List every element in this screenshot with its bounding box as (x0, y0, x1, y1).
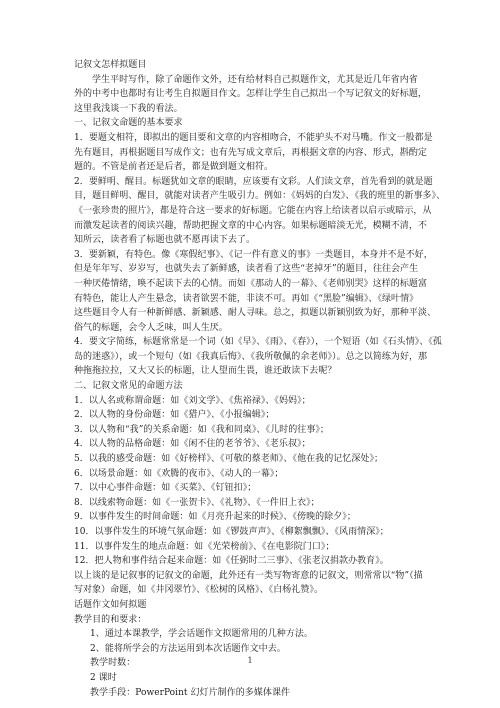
section2-summary-line: 以上谈的是记叙事的记叙文的命题，此外还有一类写物寄意的记叙文，则常常以“物”（描 (74, 570, 423, 581)
section1-line: 知所云，读者看了标题也就不愿再读下去了。 (74, 235, 256, 246)
method-item: 8．以线索物命题：如《一张贺卡》、《礼物》、《一件旧上衣》； (74, 497, 320, 508)
section1-line: 3．要新颖，有特色。像《寒假纪事》、《记一件有意义的事》一类题目，本身并不是不好， (74, 249, 433, 260)
lesson-hours-value: 2 课时 (90, 672, 117, 683)
section2-heading: 二、记叙文常见的命题方法 (74, 381, 183, 392)
method-item: 5．以我的感受命题：如《好榜样》、《可敬的蔡老师》、《他在我的记忆深处》； (74, 454, 384, 465)
method-item: 6．以场景命题：如《欢腾的夜市》、《动人的一幕》； (74, 468, 284, 479)
lesson-hours-label: 教学时数： (90, 658, 136, 669)
method-item: 11．以事件发生的地点命题：如《光荣榜前》、《在电影院门口》； (74, 541, 335, 552)
section1-line: 题的。不管是前者还是后者，都是做到题文相符。 (74, 162, 274, 173)
section1-line: 4．要文字简练，标题常常是一个词（如《早》、《雨》、《春》），一个短语（如《石头情》、《孤 (74, 337, 442, 348)
section1-line: 而激发起读者的阅读兴趣，帮助把握文章的中心内容。如果标题暗淡无光，模糊不清，不 (74, 220, 427, 231)
section1-line: 岛的迷惑》），或一个短句（如《我真后悔》、《我所敬佩的余老师》）。总之以简练为好，那 (74, 351, 428, 362)
lesson-heading: 话题作文如何拟题 (74, 599, 147, 610)
lesson-means: 教学手段：PowerPoint 幻灯片制作的多媒体课件 (90, 687, 291, 698)
section1-line: 有特色，能让人产生悬念，读者欲罢不能，非读不可。再如《“黑脸”编辑》、《绿叶情》 (74, 293, 419, 304)
lesson-goal-item: 1、通过本课教学，学会话题作文拟题常用的几种方法。 (90, 629, 313, 640)
method-item: 1．以人名或称谓命题：如《刘文学》、《焦裕禄》、《妈妈》； (74, 395, 311, 406)
method-item: 3．以人物和“我”的关系命题：如《我和同桌》、《儿时的往事》； (74, 424, 329, 435)
intro-line: 学生平时写作，除了命题作文外，还有给材料自己拟题作文，尤其是近几年省内省 (92, 74, 418, 85)
section1-line: 2．要鲜明、醒目。标题犹如文章的眼睛，应该要有文彩。人们读文章，首先看到的就是题 (74, 176, 433, 187)
document-body (74, 58, 448, 700)
method-item: 2．以人物的身份命题：如《猎户》、《小报编辑》； (74, 410, 275, 421)
intro-line: 外的中考中也都时有让考生自拟题目作文。怎样让学生自己拟出一个写记叙文的好标题， (74, 89, 427, 100)
method-item: 10．以事件发生的环境气氛命题：如《锣鼓声声》、《柳絮飘飘》、《风雨情深》； (74, 527, 389, 537)
section1-line: 先有题目，再根据题目写成作文；也有先写成文章后，再根据文章的内容、形式，斟酌定 (74, 147, 427, 158)
page-number: 1 (247, 656, 253, 665)
intro-line: 这里我浅谈一下我的看法。 (74, 103, 183, 114)
section1-line: 俗气的标题，会令人乏味，叫人生厌。 (74, 322, 228, 333)
lesson-goal-label: 教学目的和要求： (74, 614, 147, 625)
section2-summary-line: 写对象）命题，如《井冈翠竹》、《松树的风格》、《白杨礼赞》。 (74, 585, 324, 596)
section1-line: 1．要题文相符，即拟出的题目要和文章的内容相吻合，不能驴头不对马嘴。作文一般都是 (74, 132, 433, 143)
document-title: 记叙文怎样拟题目 (74, 60, 147, 70)
method-item: 12．把人物和事件结合起来命题：如《任弼时二三事》、《张老汉捐款办教育》。 (74, 556, 389, 567)
section1-line: 目，题目鲜明、醒目，就能对读者产生吸引力。例如：《妈妈的白发》、《我的班里的新事多》、 (74, 191, 446, 202)
section1-line: 但是年年写、岁岁写，也就失去了新鲜感，读者看了这些“老掉牙”的题目，往往会产生 (74, 264, 419, 275)
method-item: 9．以事件发生的时间命题：如《月亮升起来的时候》、《傍晚的除夕》； (74, 512, 356, 523)
section1-line: 《一张珍贵的照片》，都是符合这一要求的好标题。它能在内容上给读者以启示或暗示，从 (74, 205, 432, 216)
section1-line: 种拖拖拉拉，又大又长的标题，让人望而生畏，谁还敢读下去呢？ (74, 366, 337, 377)
section1-line: 这些题目令人有一种新鲜感、新颖感、耐人寻味。总之，拟题以新颖别致为好，那种平淡、 (74, 308, 437, 319)
section1-heading: 一、记叙文命题的基本要求 (74, 118, 183, 129)
method-item: 7．以中心事件命题：如《买菜》、《钉钮扣》； (74, 483, 257, 494)
lesson-goal-item: 2、能将所学会的方法运用到本次话题作文中去。 (90, 643, 286, 654)
section1-line: 一种厌倦情绪，唤不起读下去的心情。而如《那动人的一幕》、《老师别哭》这样的标题富 (74, 278, 428, 289)
method-item: 4．以人物的品格命题：如《闲不住的老爷爷》、《老乐叔》； (74, 439, 311, 450)
